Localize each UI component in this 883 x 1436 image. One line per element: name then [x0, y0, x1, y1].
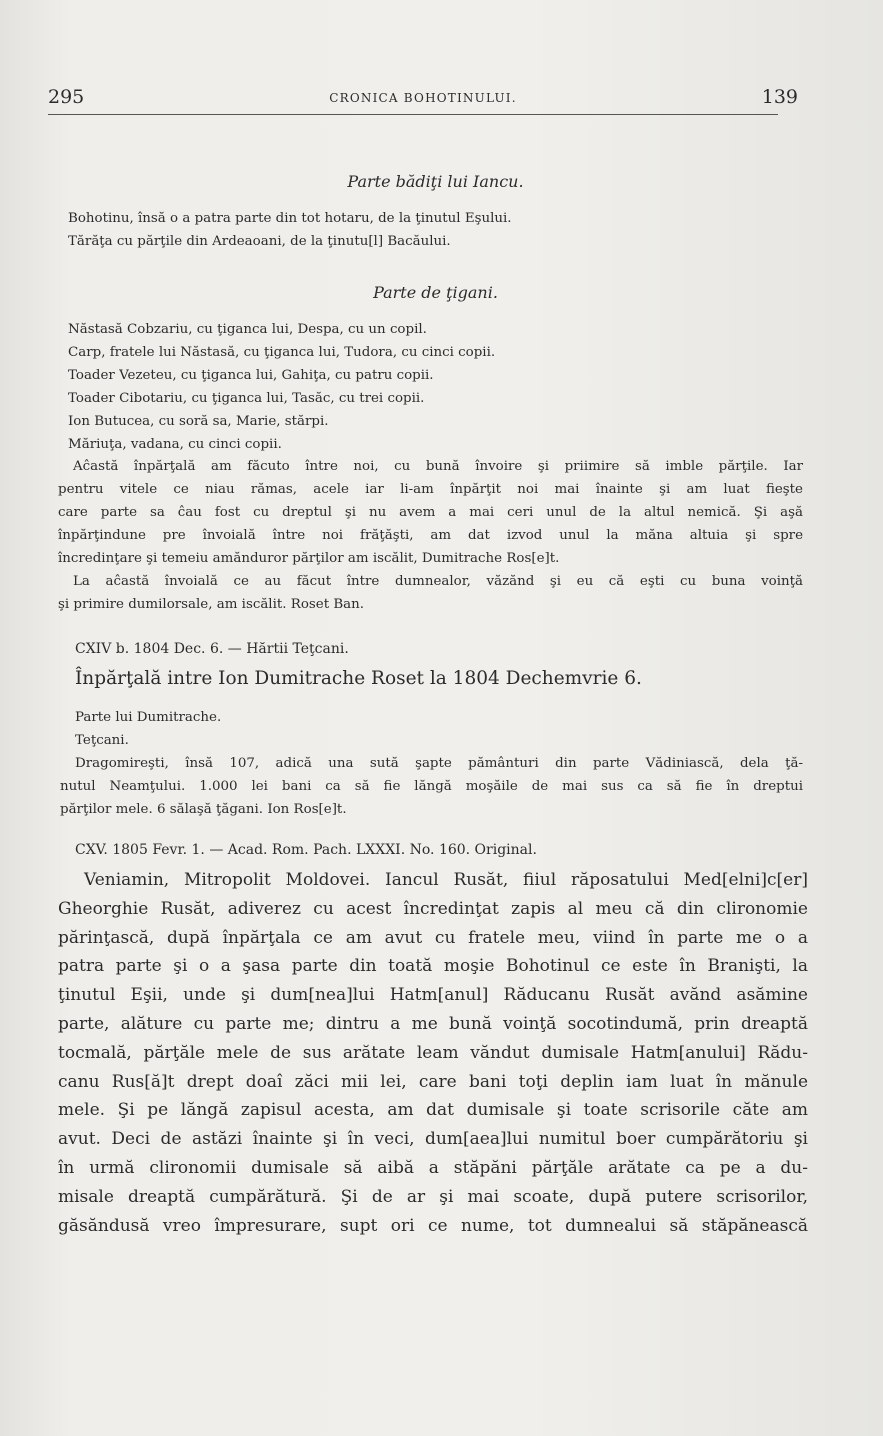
list-item: Măriuţa, vadana, cu cinci copii.	[68, 437, 282, 452]
text-line: Bohotinu, însă o a patra parte din tot hotaru, de la ţinutul Eşului.	[68, 211, 512, 226]
reference-line: CXV. 1805 Fevr. 1. — Acad. Rom. Pach. LXXXI. No. 160. Original.	[75, 842, 537, 858]
text-line: Gheorghie Rusăt, adiverez cu acest încredinţat zapis al meu că din clironomie	[58, 898, 808, 919]
text-line: părţilor mele. 6 sălaşă ţăgani. Ion Ros[e]t.	[60, 802, 347, 817]
text-line: Dragomireşti, însă 107, adică una sută şapte pământuri din parte Vădiniască, dela ţă-	[75, 756, 803, 771]
text-line: nutul Neamţului. 1.000 lei bani ca să fie lăngă moşăile de mai sus ca să fie în dreptui	[60, 779, 803, 794]
text-line: misale dreaptă cumpărătură. Şi de ar şi mai scoate, după putere scrisorilor,	[58, 1186, 808, 1207]
text-line: tocmală, părţăle mele de sus arătate leam văndut dumisale Hatm[anului] Rădu-	[58, 1042, 808, 1063]
doc-115-reference	[75, 839, 810, 862]
doc-115-paragraph	[58, 866, 808, 1240]
text-line: Teţcani.	[75, 733, 129, 748]
text-line: mele. Şi pe lăngă zapisul acesta, am dat dumisale şi toate scrisorile căte am	[58, 1100, 808, 1121]
document-title: Înpărţală intre Ion Dumitrache Roset la 1804 Dechemvrie 6.	[75, 668, 642, 689]
header-rule	[48, 114, 778, 115]
list-item: Toader Cibotariu, cu ţiganca lui, Tasăc, cu trei copii.	[68, 391, 425, 406]
text-line: patra parte şi o a şasa parte din toată moşie Bohotinul ce este în Branişti, la	[58, 956, 808, 977]
text-line: Tărăţa cu părţile din Ardeaoani, de la ţinutu[l] Bacăului.	[68, 234, 451, 249]
doc-114-title	[75, 668, 810, 689]
text-line: ţinutul Eşii, unde şi dum[nea]lui Hatm[anul] Răducanu Rusăt avănd asămine	[58, 985, 808, 1006]
list-item: Carp, fratele lui Năstasă, cu ţiganca lui, Tudora, cu cinci copii.	[68, 345, 496, 360]
reference-line: CXIV b. 1804 Dec. 6. — Hărtii Teţcani.	[75, 641, 349, 657]
text-line: şi primire dumilorsale, am iscălit. Roset Ban.	[58, 597, 365, 612]
text-line: canu Rus[ă]t drept doaî zăci mii lei, care bani toţi deplin iam luat în mănule	[58, 1071, 808, 1092]
doc-114-reference	[75, 638, 810, 661]
text-line: în urmă clironomii dumisale să aibă a stăpăni părţăle arătate ca pe a du-	[58, 1157, 808, 1178]
section-heading-tigani: Parte de ţigani.	[373, 283, 498, 302]
witness-paragraph	[58, 570, 803, 616]
text-line: Parte lui Dumitrache.	[75, 710, 222, 725]
page-number-right: 139	[761, 86, 798, 108]
text-line: Veniamin, Mitropolit Moldovei. Iancul Rusăt, fiiul răposatului Med[elni]c[er]	[84, 870, 808, 890]
text-line: parte, alăture cu parte me; dintru a me bună voinţă socotindumă, prin dreaptă	[58, 1013, 808, 1034]
list-item: Ion Butucea, cu soră sa, Marie, stărpi.	[68, 414, 329, 429]
section-heading-badita: Parte bădiţi lui Iancu.	[347, 172, 524, 191]
page-header	[48, 86, 798, 112]
page-number-left: 295	[48, 86, 85, 108]
doc-114-lines	[75, 706, 810, 752]
text-line: avut. Deci de astăzi înainte şi în veci, dum[aea]lui numitul boer cumpărătoriu şi	[58, 1129, 808, 1150]
text-line: pentru vitele ce niau rămas, acele iar li-am înpărţit noi mai înainte şi am luat fieşte	[58, 482, 803, 497]
text-line: părinţască, după înpărţala ce am avut cu fratele meu, viind în parte me o a	[58, 927, 808, 948]
text-line: Aĉastă înpărţală am făcuto între noi, cu bună învoire şi priimire să imble părţile. Iar	[73, 459, 803, 474]
doc-114-paragraph	[60, 752, 803, 821]
text-line: încredinţare şi temeiu amănduror părţilor am iscălit, Dumitrache Ros[e]t.	[58, 551, 560, 566]
section-tigani-list	[68, 318, 803, 456]
list-item: Toader Vezeteu, cu ţiganca lui, Gahiţa, cu patru copii.	[68, 368, 434, 383]
running-title: CRONICA BOHOTINULUI.	[329, 91, 517, 105]
text-line: care parte sa ĉau fost cu dreptul şi nu avem a mai ceri unul de la altul nemică. Şi aşă	[58, 505, 803, 520]
text-line: La aĉastă învoială ce au făcut între dumnealor, văzănd şi eu că eşti cu buna voinţă	[73, 574, 803, 589]
text-line: înpărţindune pre învoială între noi frăţăşti, am dat izvod unul la măna altuia şi spre	[58, 528, 803, 543]
text-line: găsăndusă vreo împresurare, supt ori ce nume, tot dumnealui să stăpănească	[58, 1215, 808, 1236]
section-badita-lines	[68, 207, 803, 253]
agreement-paragraph	[58, 455, 803, 570]
list-item: Năstasă Cobzariu, cu ţiganca lui, Despa, cu un copil.	[68, 322, 427, 337]
